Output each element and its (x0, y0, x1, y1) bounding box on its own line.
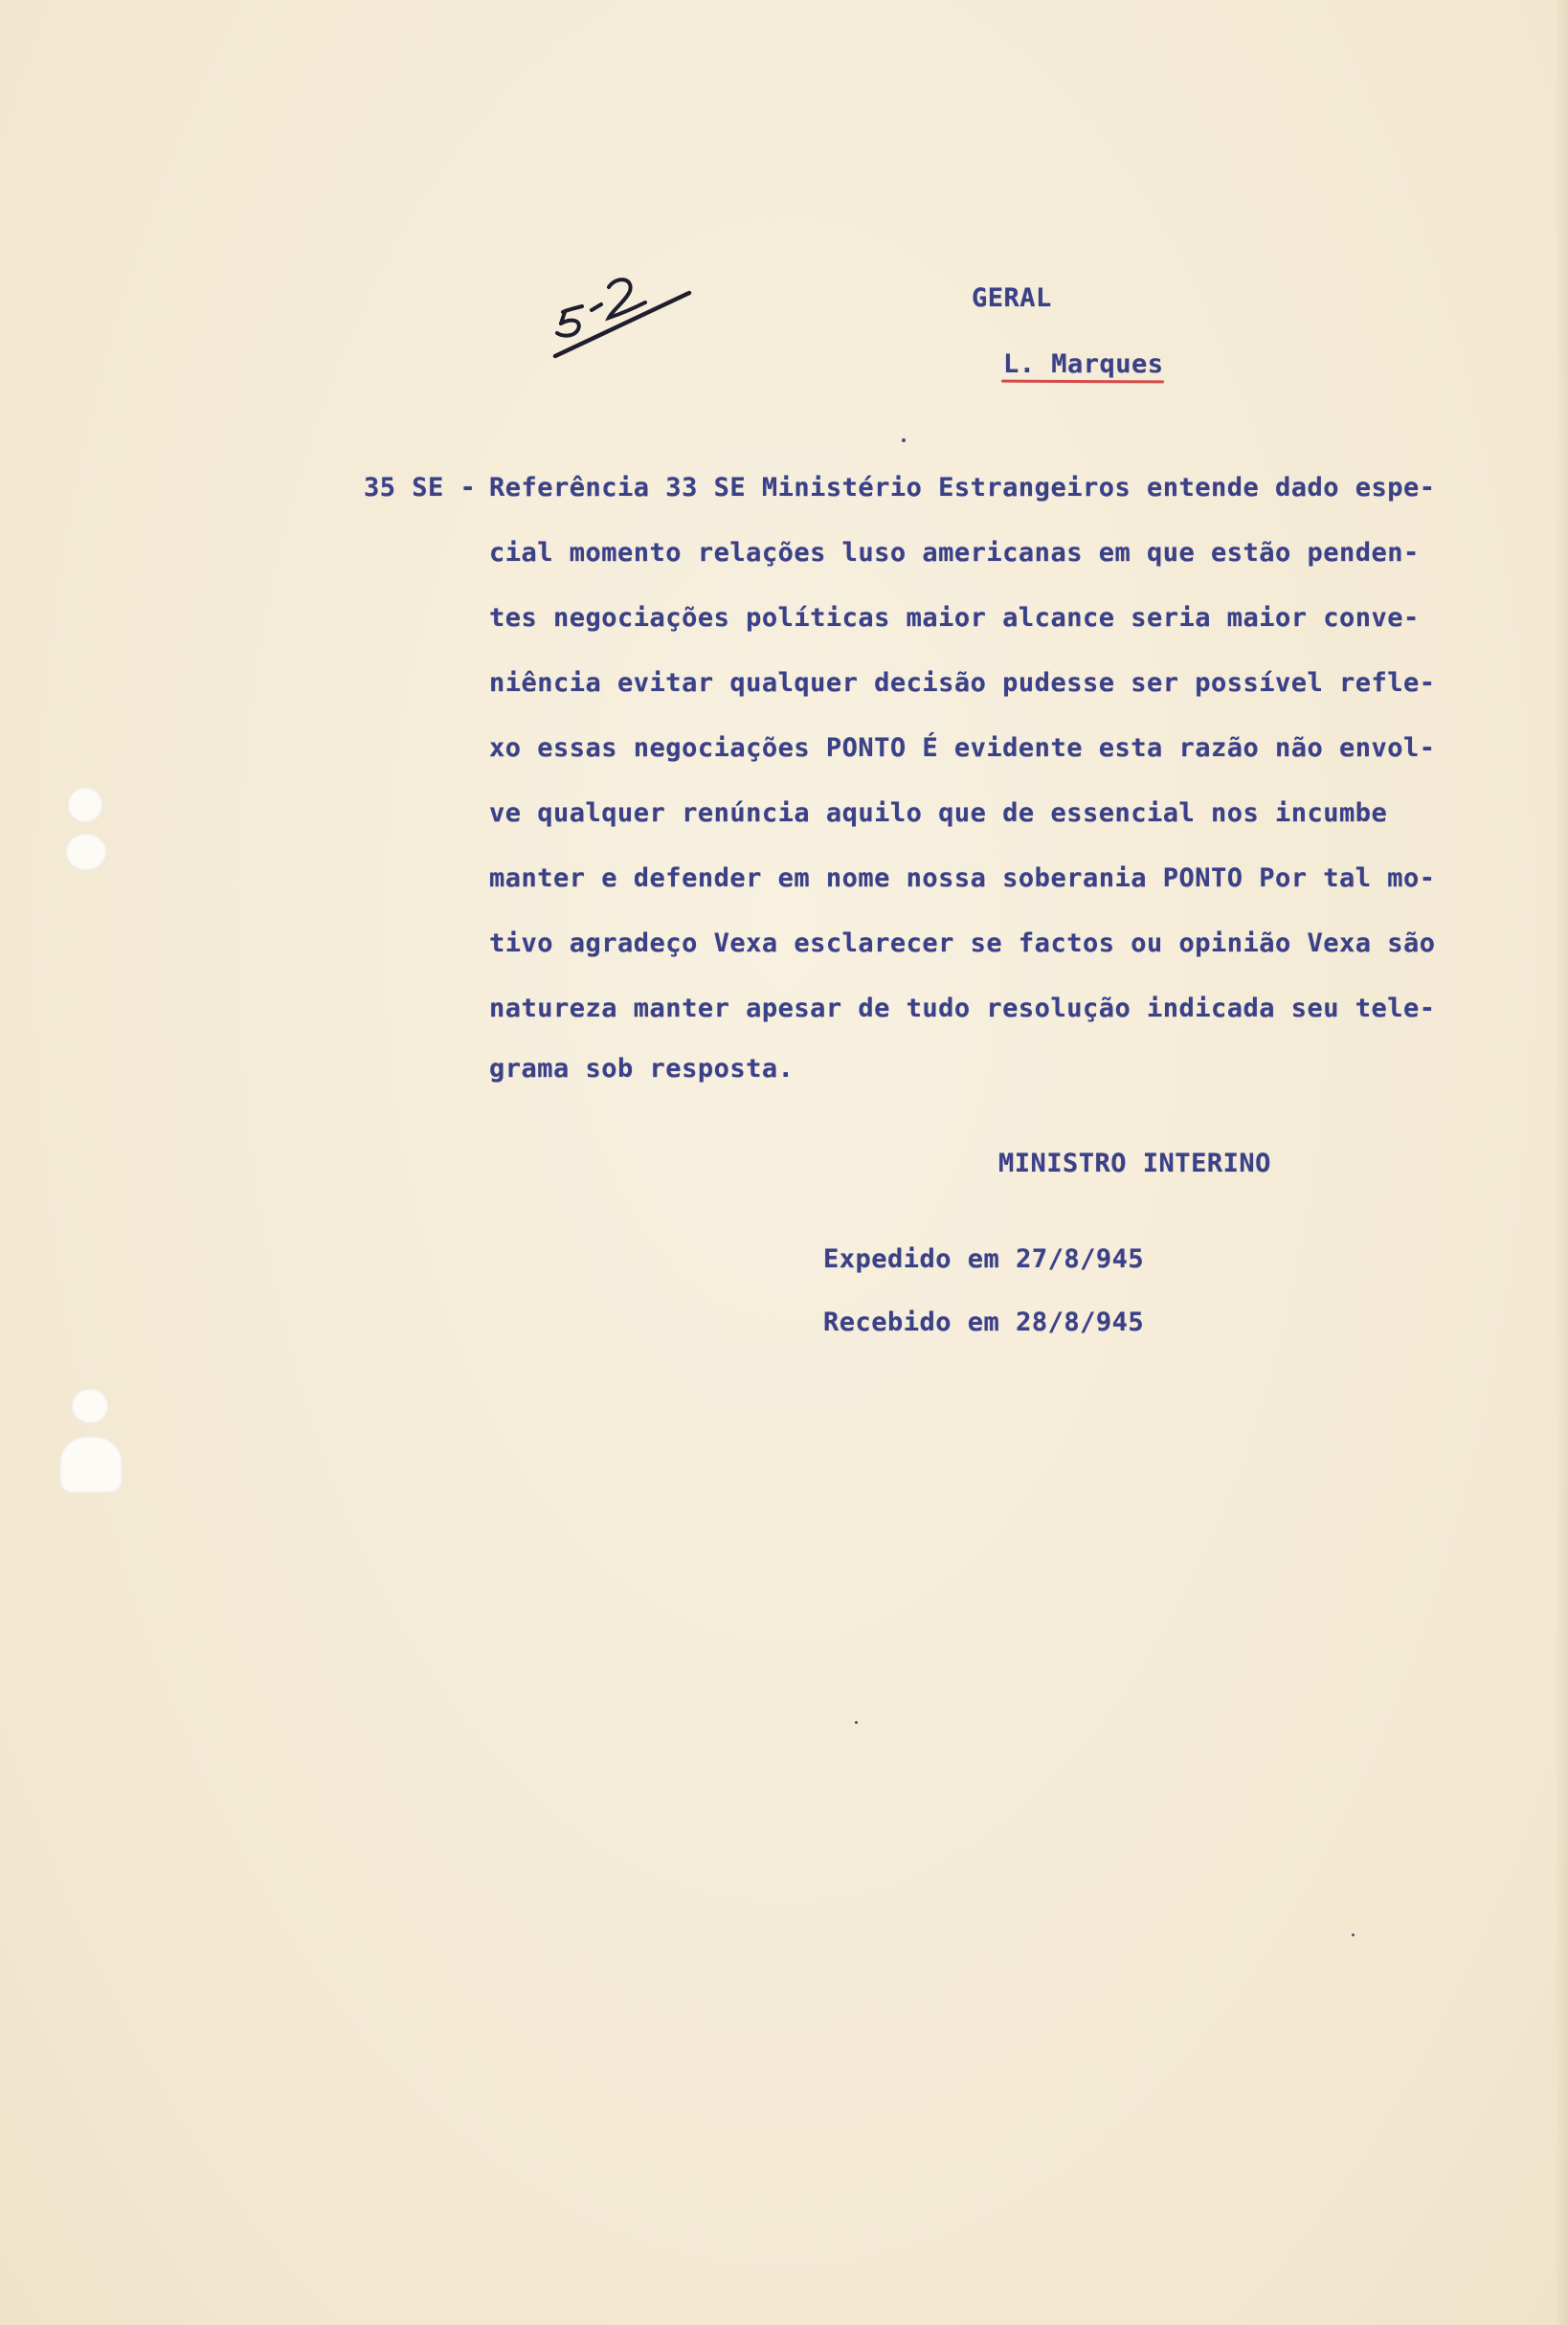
sent-date: Expedido em 27/8/945 (823, 1244, 1145, 1274)
punch-hole-top-1 (67, 787, 103, 823)
header-recipient: L. Marques (1003, 349, 1164, 379)
body-line: tes negociações políticas maior alcance seria maior conve- (489, 603, 1420, 633)
punch-hole-bottom-2 (59, 1436, 123, 1493)
punch-hole-bottom-1 (71, 1388, 109, 1424)
punch-hole-top-2 (65, 833, 107, 871)
header-category: GERAL (972, 283, 1052, 313)
body-line: ve qualquer renúncia aquilo que de essencial nos incumbe (489, 798, 1388, 828)
stray-ink-dot (902, 438, 906, 442)
body-line: manter e defender em nome nossa soberania PONTO Por tal mo- (489, 863, 1436, 893)
paper-edge-shadow (1555, 0, 1568, 2325)
signature-block: MINISTRO INTERINO (998, 1149, 1271, 1178)
recipient-red-underline (1001, 380, 1164, 384)
telegram-reference-number: 35 SE - (364, 473, 477, 503)
stray-ink-dot (1352, 1934, 1355, 1936)
body-line: xo essas negociações PONTO É evidente esta razão não envol- (489, 733, 1436, 763)
body-line: grama sob resposta. (489, 1054, 795, 1084)
body-line: tivo agradeço Vexa esclarecer se factos ou opinião Vexa são (489, 928, 1436, 958)
body-line: Referência 33 SE Ministério Estrangeiros entende dado espe- (489, 473, 1436, 503)
body-line: cial momento relações luso americanas em que estão penden- (489, 538, 1420, 568)
body-line: natureza manter apesar de tudo resolução indicada seu tele- (489, 994, 1436, 1023)
body-line: niência evitar qualquer decisão pudesse ser possível refle- (489, 668, 1436, 698)
handwritten-folio-mark (546, 260, 699, 366)
stray-ink-dot (855, 1721, 858, 1724)
received-date: Recebido em 28/8/945 (823, 1308, 1145, 1337)
